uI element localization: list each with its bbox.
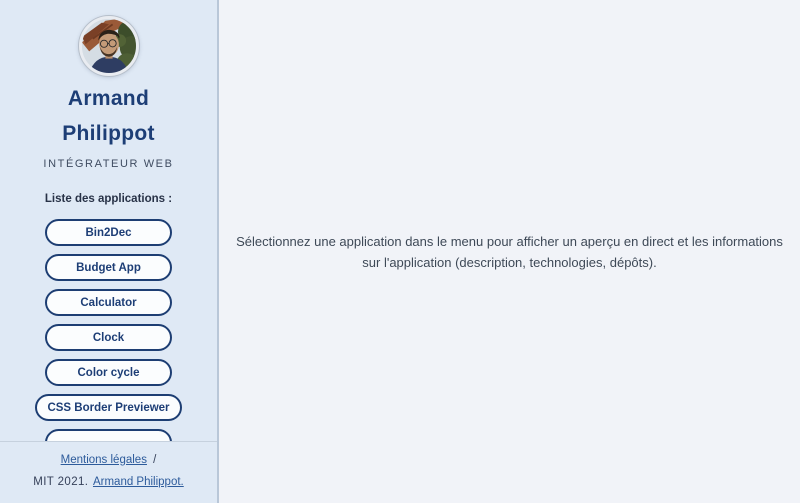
legal-line <box>0 450 217 471</box>
app-button-budget-app[interactable]: Budget App <box>45 254 172 281</box>
legal-notice-link[interactable]: Mentions légales <box>60 454 147 466</box>
list-item <box>0 324 217 351</box>
license-text: MIT 2021. <box>33 476 89 488</box>
list-item <box>0 219 217 246</box>
sidebar-footer <box>0 441 217 503</box>
list-item <box>0 359 217 386</box>
sidebar <box>0 0 219 503</box>
app-button-partial[interactable] <box>45 429 172 441</box>
app-button-css-border-previewer[interactable]: CSS Border Previewer <box>35 394 181 421</box>
name-line-2: Philippot <box>62 122 155 145</box>
apps-list-heading: Liste des applications : <box>44 193 173 205</box>
author-link[interactable]: Armand Philippot. <box>92 476 184 488</box>
apps-list <box>0 219 217 441</box>
list-item <box>0 394 217 421</box>
avatar-image <box>82 19 136 73</box>
app-button-clock[interactable]: Clock <box>45 324 172 351</box>
copyright-line <box>0 472 217 493</box>
apps-nav <box>0 193 217 441</box>
name-line-1: Armand <box>67 87 150 110</box>
app-preview-placeholder: Sélectionnez une application dans le menu pour afficher un aperçu en direct et les informations sur l'application (description, technologies, dépôts). <box>236 233 783 270</box>
app-button-calculator[interactable]: Calculator <box>45 289 172 316</box>
footer-separator: / <box>153 454 157 466</box>
list-item <box>0 254 217 281</box>
list-item <box>0 429 217 441</box>
avatar <box>79 16 139 76</box>
job-title: INTÉGRATEUR WEB <box>43 158 174 170</box>
app-button-bin2dec[interactable]: Bin2Dec <box>45 219 172 246</box>
sidebar-content <box>0 0 217 441</box>
app-button-color-cycle[interactable]: Color cycle <box>45 359 172 386</box>
list-item <box>0 289 217 316</box>
site-title <box>0 81 217 151</box>
main-content <box>219 0 800 503</box>
